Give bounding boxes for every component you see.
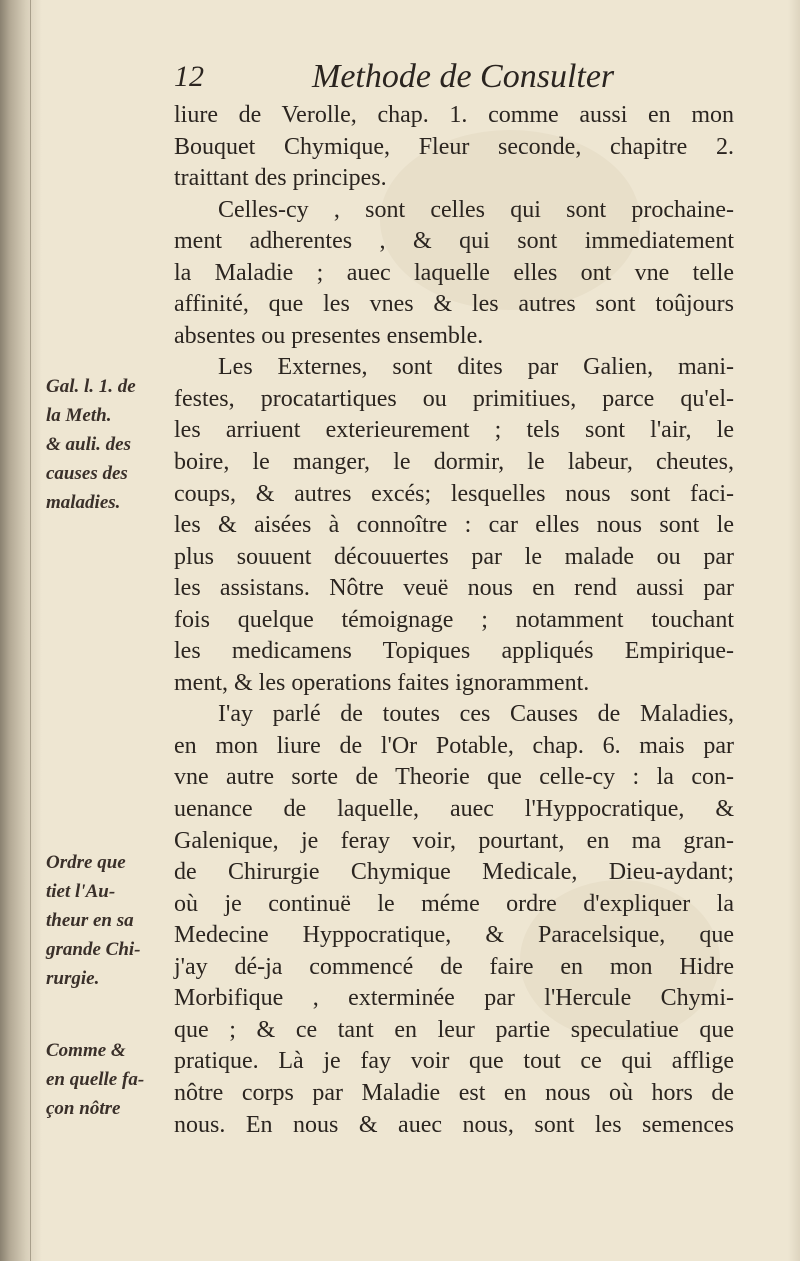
page-number: 12 — [174, 60, 204, 93]
text-line: uenance de laquelle, auec l'Hyppocratique, & — [174, 796, 734, 823]
margin-note-line: & auli. des — [46, 434, 131, 455]
running-title: Methode de Consulter — [312, 58, 615, 95]
text-line: nous. En nous & auec nous, sont les semences — [174, 1111, 734, 1138]
margin-note — [46, 372, 170, 517]
text-line: Bouquet Chymique, Fleur seconde, chapitre 2. — [174, 133, 734, 160]
text-line: Les Externes, sont dites par Galien, mani- — [218, 354, 734, 381]
text-line: les & aisées à connoître : car elles nous sont le — [174, 512, 734, 539]
text-line: festes, procatartiques ou primitiues, parce qu'el- — [174, 385, 734, 412]
text-line: Morbifique , exterminée par l'Hercule Chymi- — [174, 985, 734, 1012]
text-line: coups, & autres excés; lesquelles nous sont faci- — [174, 480, 734, 507]
text-line: ment, & les operations faites ignoramment. — [174, 669, 590, 696]
text-line: Galenique, je feray voir, pourtant, en ma gran- — [174, 827, 734, 854]
margin-note-line: rurgie. — [46, 968, 100, 989]
text-line: liure de Verolle, chap. 1. comme aussi en mon — [174, 102, 734, 128]
text-line: pratique. Là je fay voir que tout ce qui afflige — [174, 1048, 734, 1075]
margin-note-line: causes des — [46, 463, 128, 484]
text-line: la Maladie ; auec laquelle elles ont vne telle — [174, 259, 734, 286]
text-line: affinité, que les vnes & les autres sont toûjours — [174, 291, 734, 318]
text-line: les arriuent exterieurement ; tels sont l'air, le — [174, 417, 734, 444]
gutter-fold-line — [30, 0, 31, 1261]
margin-note-line: grande Chi- — [46, 939, 141, 960]
text-line: de Chirurgie Chymique Medicale, Dieu-aydant; — [174, 859, 734, 886]
text-line: où je continuë le méme ordre d'expliquer la — [174, 890, 734, 917]
text-line: Medecine Hyppocratique, & Paracelsique, que — [174, 922, 734, 949]
text-line: les medicamens Topiques appliqués Empirique- — [174, 638, 734, 665]
text-line: absentes ou presentes ensemble. — [174, 322, 484, 349]
margin-note-line: Comme & — [46, 1040, 126, 1061]
margin-note-line: maladies. — [46, 492, 121, 513]
margin-note — [46, 848, 170, 993]
page-edge — [788, 0, 800, 1261]
text-line: boire, le manger, le dormir, le labeur, cheutes, — [174, 449, 734, 476]
text-line: I'ay parlé de toutes ces Causes de Maladies, — [218, 701, 734, 728]
text-line: que ; & ce tant en leur partie speculatiue que — [174, 1016, 734, 1043]
page-header — [172, 56, 642, 102]
text-line: en mon liure de l'Or Potable, chap. 6. mais par — [174, 732, 734, 759]
margin-note-line: en quelle fa- — [46, 1069, 145, 1090]
margin-note — [46, 1036, 170, 1123]
margin-note-line: Ordre que — [46, 852, 126, 873]
margin-note-line: Gal. l. 1. de — [46, 376, 136, 397]
text-line: Celles-cy , sont celles qui sont prochaine- — [218, 196, 734, 223]
text-line: vne autre sorte de Theorie que celle-cy : la con- — [174, 764, 734, 791]
text-line: fois quelque témoignage ; notamment touchant — [174, 606, 734, 633]
text-line: ment adherentes , & qui sont immediatement — [174, 228, 734, 255]
margin-note-line: çon nôtre — [46, 1098, 121, 1119]
text-line: traittant des principes. — [174, 165, 387, 192]
margin-note-line: la Meth. — [46, 405, 112, 426]
text-line: les assistans. Nôtre veuë nous en rend aussi par — [174, 575, 734, 602]
margin-note-line: theur en sa — [46, 910, 134, 931]
page-gutter — [0, 0, 42, 1261]
margin-note-line: tiet l'Au- — [46, 881, 116, 902]
text-line: nôtre corps par Maladie est en nous où hors de — [174, 1079, 734, 1106]
text-line: j'ay dé-ja commencé de faire en mon Hidre — [174, 953, 734, 980]
body-text — [174, 100, 734, 1141]
text-line: plus souuent découuertes par le malade ou par — [174, 543, 734, 570]
